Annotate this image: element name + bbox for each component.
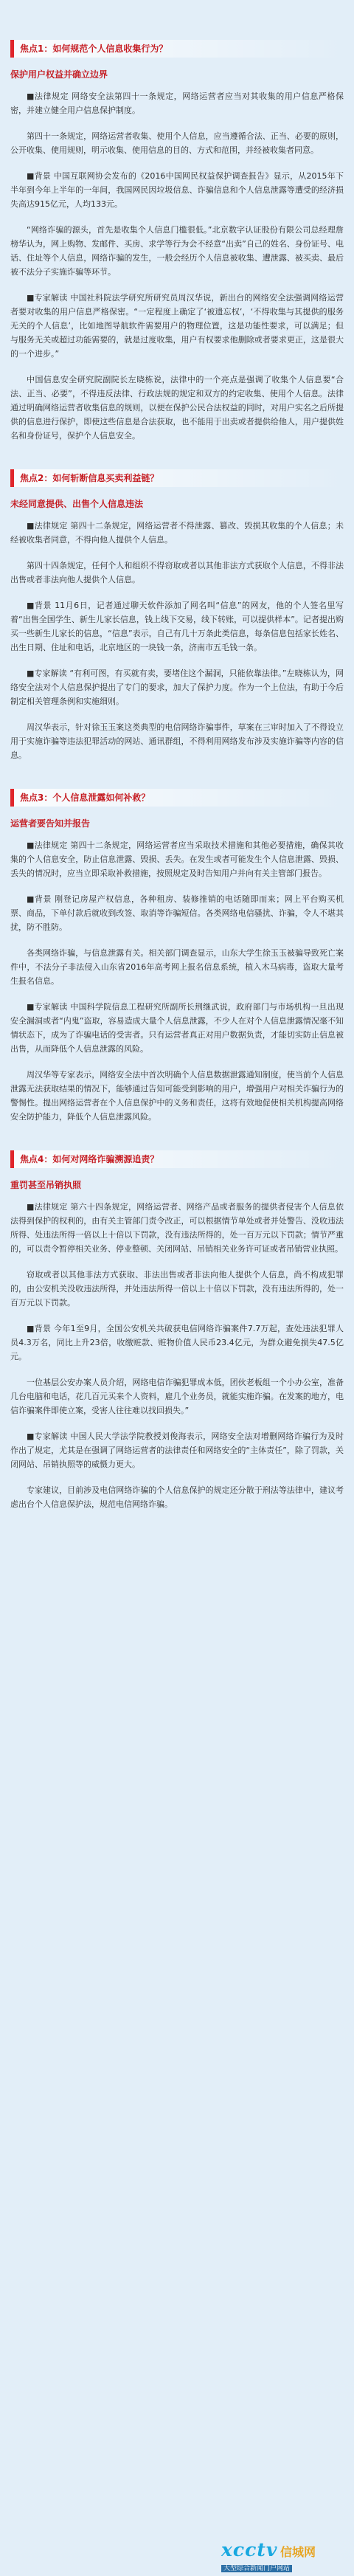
paragraph: ■背景 刚登记房屋产权信息，各种租房、装修推销的电话随即而来；网上平台购买机票、商品，下单付款后就收到改签、取消等诈骗短信。各类网络电信骚扰、诈骗，令人不堪其扰，防不胜防。 (10, 894, 344, 932)
paragraph: “网络诈骗的源头，首先是收集个人信息门槛很低。”北京数字认证股份有限公司总经理詹榜华认为，网上购物、发邮件、买房、求学等行为会不经意“出卖”自己的姓名、身份证号、电话、住址等个人信息，网络诈骗的发生，一般会经历个人信息被收集、遭泄露、被买卖、最后被不法分子实施诈骗等环节。 (10, 225, 344, 277)
paragraph: 中国信息安全研究院副院长左晓栋说，法律中的一个亮点是强调了收集个人信息要“合法、正当、必要”，不得违反法律、行政法规的规定和双方的约定收集、使用个人信息。法律通过明确网络运营者收集信息的规则，以便在保护公民合法权益的同时，对用户实名之后所提供的信息进行保护，即使这些信息是合法获取，也不能用于出卖或者提供给他人，用户提供姓名和身份证号，保护个人信息安全。 (10, 375, 344, 441)
paragraph: ■专家解读 中国社科院法学研究所研究员周汉华说，新出台的网络安全法强调网络运营者要对收集的用户信息严格保密。“一定程度上确定了‘被遗忘权’，‘不得收集与其提供的服务无关的个人信息’，比如地图导航软件需要用户的物理位置，这是功能性要求，可以满足；但与服务无关或超过功能需要的，就是过度收集，用户有权要求他删除或者要求更正，这是很大的一个进步。” (10, 293, 344, 359)
focus-heading: 焦点4：如何对网络诈骗溯源追责？ (10, 1150, 344, 1168)
paragraph: 窃取或者以其他非法方式获取、非法出售或者非法向他人提供个人信息，尚不构成犯罪的，由公安机关没收违法所得，并处违法所得一倍以上十倍以下罚款，没有违法所得的，处一百万元以下罚款。 (10, 1270, 344, 1308)
paragraph: 周汉华表示，针对徐玉玉案这类典型的电信网络诈骗事件，草案在三审时加入了不得设立用于实施诈骗等违法犯罪活动的网站、通讯群组，不得利用网络发布涉及实施诈骗等内容的信息。 (10, 722, 344, 760)
watermark-logo: xcctv (221, 2539, 278, 2561)
paragraph: ■背景 中国互联网协会发布的《2016中国网民权益保护调查报告》显示，从2015年下半年到今年上半年的一年间，我国网民因垃圾信息、诈骗信息和个人信息泄露等遭受的经济损失高达915亿元，人均133元。 (10, 171, 344, 209)
paragraph: ■法律规定 第四十二条规定，网络运营者不得泄露、篡改、毁损其收集的个人信息；未经被收集者同意，不得向他人提供个人信息。 (10, 521, 344, 545)
paragraph: ■专家解读 中国科学院信息工程研究所副所长荆继武说，政府部门与市场机构一旦出现安全漏洞或者“内鬼”盗取，容易造成大量个人信息泄露，不少人在对个人信息泄露情况毫不知情状态下，成为了诈骗电话的受害者。只有运营者真正对用户数据负责，才能切实防止信息被出售，从而降低个人信息泄露的风险。 (10, 1002, 344, 1054)
watermark-tag: 大型综合新闻门户网站 (221, 2565, 292, 2572)
section-subheading: 保护用户权益并确立边界 (10, 69, 108, 80)
paragraph: 一位基层公安办案人员介绍，网络电信诈骗犯罪成本低，团伙老板组一个小办公室，准备几台电脑和电话，花几百元买来个人资料，雇几个业务员，就能实施诈骗。在发案的地方，电信诈骗案件即使立案，受害人往往难以找回损失。” (10, 1378, 344, 1415)
paragraph: ■专家解读 中国人民大学法学院教授刘俊海表示，网络安全法对增删网络诈骗行为及时作出了规定，尤其是在强调了网络运营者的法律责任和网络安全的“主体责任”，除了罚款，关闭网站、吊销执照等的威慑力更大。 (10, 1432, 344, 1469)
paragraph: ■专家解读 “有利可图，有买就有卖，要堵住这个漏洞，只能依靠法律。”左晓栋认为，网络安全法对个人信息保护提出了专门的要求，加大了保护力度。作为一个上位法，有助于今后制定相关管理条例和实施细则。 (10, 669, 344, 706)
focus-heading: 焦点3：个人信息泄露如何补救？ (10, 789, 344, 807)
section-subheading: 未经同意提供、出售个人信息违法 (10, 499, 144, 509)
paragraph: 各类网络诈骗，与信息泄露有关。相关部门调查显示，山东大学生徐玉玉被骗导致死亡案件中，不法分子非法侵入山东省2016年高考网上报名信息系统，植入木马病毒，盗取大量考生报名信息。 (10, 948, 344, 986)
focus-heading: 焦点1：如何规范个人信息收集行为？ (10, 40, 344, 58)
paragraph: 专家建议，目前涉及电信网络诈骗的个人信息保护的规定还分散于刑法等法律中，建议考虑出台个人信息保护法，规范电信网络诈骗。 (10, 1485, 344, 1509)
paragraph: 周汉华等专家表示，网络安全法中首次明确个人信息数据泄露通知制度，使当前个人信息泄露无法获取结果的情况下，能够通过告知可能受到影响的用户，增强用户对相关诈骗行为的警惕性。提出网络运营者在个人信息保护中的义务和责任，这将有效地促使相关机构提高网络安全防护能力，降低个人信息泄露风险。 (10, 1070, 344, 1122)
section-subheading: 运营者要告知并报告 (10, 818, 91, 829)
paragraph: ■法律规定 第六十四条规定，网络运营者、网络产品或者服务的提供者侵害个人信息依法得到保护的权利的，由有关主管部门责令改正，可以根据情节单处或者并处警告、没收违法所得、处违法所得一倍以上十倍以下罚款，没有违法所得的，处一百万元以下罚款；情节严重的，可以责令暂停相关业务、停业整顿、关闭网站、吊销相关业务许可证或者吊销营业执照。 (10, 1202, 344, 1254)
article (10, 0, 344, 1511)
focus-heading: 焦点2：如何斩断信息买卖利益链？ (10, 469, 344, 487)
paragraph: 第四十一条规定，网络运营者收集、使用个人信息，应当遵循合法、正当、必要的原则，公开收集、使用规则，明示收集、使用信息的目的、方式和范围，并经被收集者同意。 (10, 131, 344, 155)
watermark-logo-sub: 信城网 (280, 2545, 316, 2559)
site-watermark (221, 2539, 347, 2572)
section-subheading: 重罚甚至吊销执照 (10, 1180, 82, 1190)
paragraph: 第四十四条规定，任何个人和组织不得窃取或者以其他非法方式获取个人信息，不得非法出售或者非法向他人提供个人信息。 (10, 561, 344, 584)
paragraph: ■背景 今年1至9月，全国公安机关共破获电信网络诈骗案件7.7万起，查处违法犯罪人员4.3万名，同比上升23倍，收缴赃款、赃物价值人民币23.4亿元，为群众避免损失47.5亿元。 (10, 1324, 344, 1361)
paragraph: ■法律规定 第四十二条规定，网络运营者应当采取技术措施和其他必要措施，确保其收集的个人信息安全，防止信息泄露、毁损、丢失。在发生或者可能发生个人信息泄露、毁损、丢失的情况时，应当立即采取补救措施，按照规定及时告知用户并向有关主管部门报告。 (10, 840, 344, 878)
paragraph: ■背景 11月6日，记者通过聊天软件添加了网名叫“信息”的网友，他的个人签名里写着“出售全国学生、新生儿家长信息，钱上线下交易，线下转账，可以提供样本”。记者提出购买一些新生儿家长的信息，“信息”表示，自己有几十万条此类信息，每条信息包括家长姓名、出生日期、住址和电话，北京地区的一块钱一条，济南市五毛钱一条。 (10, 601, 344, 652)
paragraph: ■法律规定 网络安全法第四十一条规定，网络运营者应当对其收集的用户信息严格保密，并建立健全用户信息保护制度。 (10, 91, 344, 115)
